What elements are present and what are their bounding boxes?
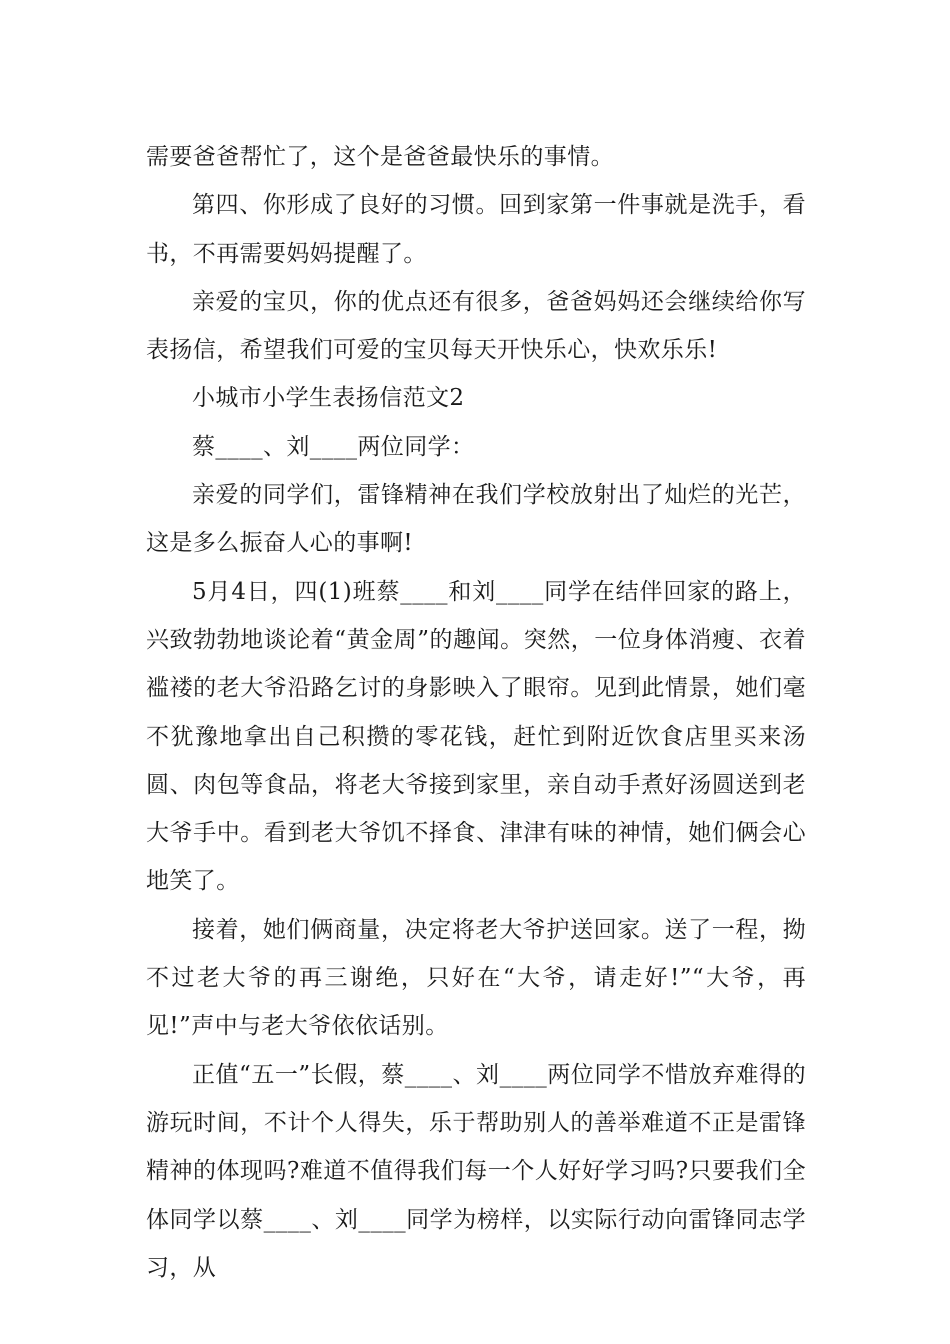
paragraph-farewell: 接着，她们俩商量，决定将老大爷护送回家。送了一程，拗不过老大爷的再三谢绝，只好在“大爷，请走好!”“大爷，再见!”声中与老大爷依依话别。	[146, 916, 806, 1040]
paragraph-story: 5月4日，四(1)班蔡____和刘____同学在结伴回家的路上，兴致勃勃地谈论着“黄金周”的趣闻。突然，一位身体消瘦、衣着褴褛的老大爷沿路乞讨的身影映入了眼帘。见到此情景，她们毫不犹豫地拿出自己积攒的零花钱，赶忙到附近饮食店里买来汤圆、肉包等食品，将老大爷接到家里，亲自动手煮好汤圆送到老大爷手中。看到老大爷饥不择食、津津有味的神情，她们俩会心地笑了。	[146, 578, 806, 895]
document-body	[146, 133, 806, 1292]
paragraph-habits: 第四、你形成了良好的习惯。回到家第一件事就是洗手，看书，不再需要妈妈提醒了。	[146, 192, 806, 267]
paragraph-continuation: 需要爸爸帮忙了，这个是爸爸最快乐的事情。	[146, 144, 614, 170]
paragraph-praise: 正值“五一”长假，蔡____、刘____两位同学不惜放弃难得的游玩时间，不计个人得失，乐于帮助别人的善举难道不正是雷锋精神的体现吗?难道不值得我们每一个人好好学习吗?只要我们全体同学以蔡____、刘____同学为榜样，以实际行动向雷锋同志学习，从	[146, 1061, 806, 1281]
letter-salutation: 蔡____、刘____两位同学：	[192, 433, 475, 460]
section-heading: 小城市小学生表扬信范文2	[192, 385, 465, 412]
paragraph-intro: 亲爱的同学们，雷锋精神在我们学校放射出了灿烂的光芒，这是多么振奋人心的事啊!	[146, 482, 806, 557]
paragraph-closing-wishes: 亲爱的宝贝，你的优点还有很多，爸爸妈妈还会继续给你写表扬信，希望我们可爱的宝贝每天开快乐心，快欢乐乐!	[146, 288, 806, 364]
